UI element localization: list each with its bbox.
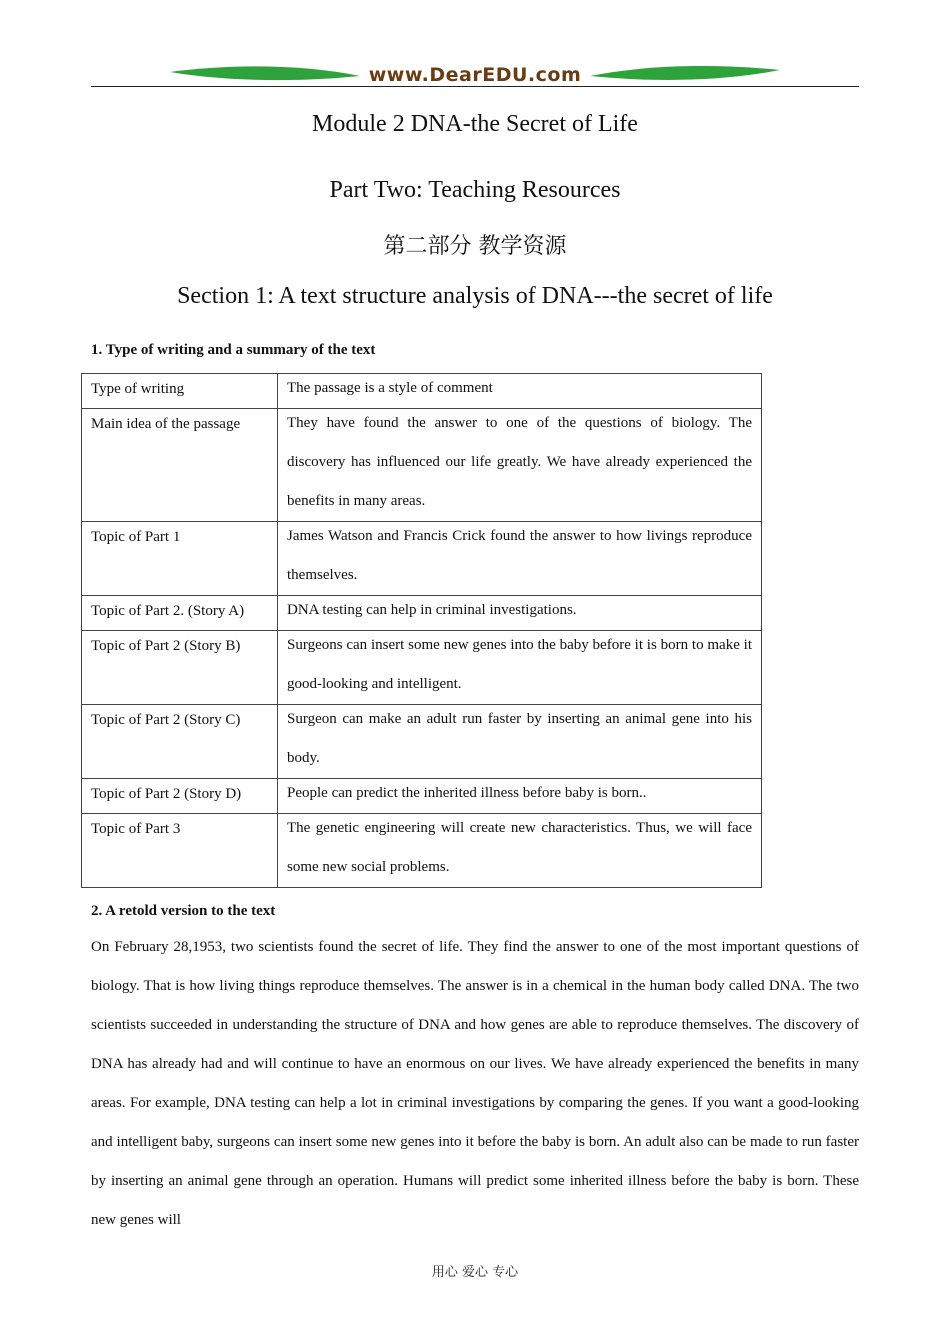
table-row <box>82 409 762 522</box>
table-row <box>82 814 762 888</box>
section2-heading: 2. A retold version to the text <box>91 903 276 919</box>
retold-paragraph: On February 28,1953, two scientists found the secret of life. They find the answer to one of the most important questions of biology. That is how living things reproduce themselves. The answer is in a chemical in the human body called DNA. The two scientists succeeded in understanding the structure of DNA and how genes are able to reproduce themselves. The discovery of DNA has already had and will continue to have an enormous on our lives. We have already experienced the benefits in many areas. For example, DNA testing can help a lot in criminal investigations by comparing the genes. If you want a good-looking and intelligent baby, surgeons can insert some new genes into it before the baby is born. An adult also can be made to run faster by inserting an animal gene through an operation. Humans will predict some inherited illness before the baby is born. These new genes will <box>91 939 859 1228</box>
part-title: Part Two: Teaching Resources <box>329 177 621 203</box>
row-label: Main idea of the passage <box>82 409 278 522</box>
part-title-chinese: 第二部分 教学资源 <box>383 234 567 259</box>
row-label: Topic of Part 1 <box>82 522 278 596</box>
table-row <box>82 705 762 779</box>
module-title: Module 2 DNA-the Secret of Life <box>312 111 638 137</box>
page-footer: 用心 爱心 专心 <box>431 1265 519 1280</box>
row-label: Type of writing <box>82 374 278 409</box>
row-value-text: The passage is a style of comment <box>287 380 493 396</box>
table-row <box>82 631 762 705</box>
row-label: Topic of Part 2 (Story C) <box>82 705 278 779</box>
section1-heading: 1. Type of writing and a summary of the text <box>91 342 376 358</box>
row-value-text: Surgeons can insert some new genes into the baby before it is born to make it good-looking and intelligent. <box>287 637 752 692</box>
summary-table <box>81 373 762 888</box>
row-value-text: The genetic engineering will create new characteristics. Thus, we will face some new social problems. <box>287 820 752 875</box>
row-label: Topic of Part 2. (Story A) <box>82 596 278 631</box>
row-value-text: They have found the answer to one of the questions of biology. The discovery has influenced our life greatly. We have already experienced the benefits in many areas. <box>287 415 752 509</box>
row-label: Topic of Part 3 <box>82 814 278 888</box>
row-label: Topic of Part 2 (Story B) <box>82 631 278 705</box>
row-value-text: Surgeon can make an adult run faster by inserting an animal gene into his body. <box>287 711 752 766</box>
row-value <box>278 631 762 705</box>
row-value-text: People can predict the inherited illness before baby is born.. <box>287 785 647 801</box>
section-title: Section 1: A text structure analysis of DNA---the secret of life <box>177 283 773 309</box>
row-value-text: James Watson and Francis Crick found the answer to how livings reproduce themselves. <box>287 528 752 583</box>
row-value-text: DNA testing can help in criminal investigations. <box>287 602 577 618</box>
row-value <box>278 409 762 522</box>
row-value <box>278 705 762 779</box>
row-value <box>278 814 762 888</box>
row-value <box>278 522 762 596</box>
row-label: Topic of Part 2 (Story D) <box>82 779 278 814</box>
site-brand[interactable]: www.DearEDU.com <box>368 64 582 86</box>
table-row <box>82 522 762 596</box>
